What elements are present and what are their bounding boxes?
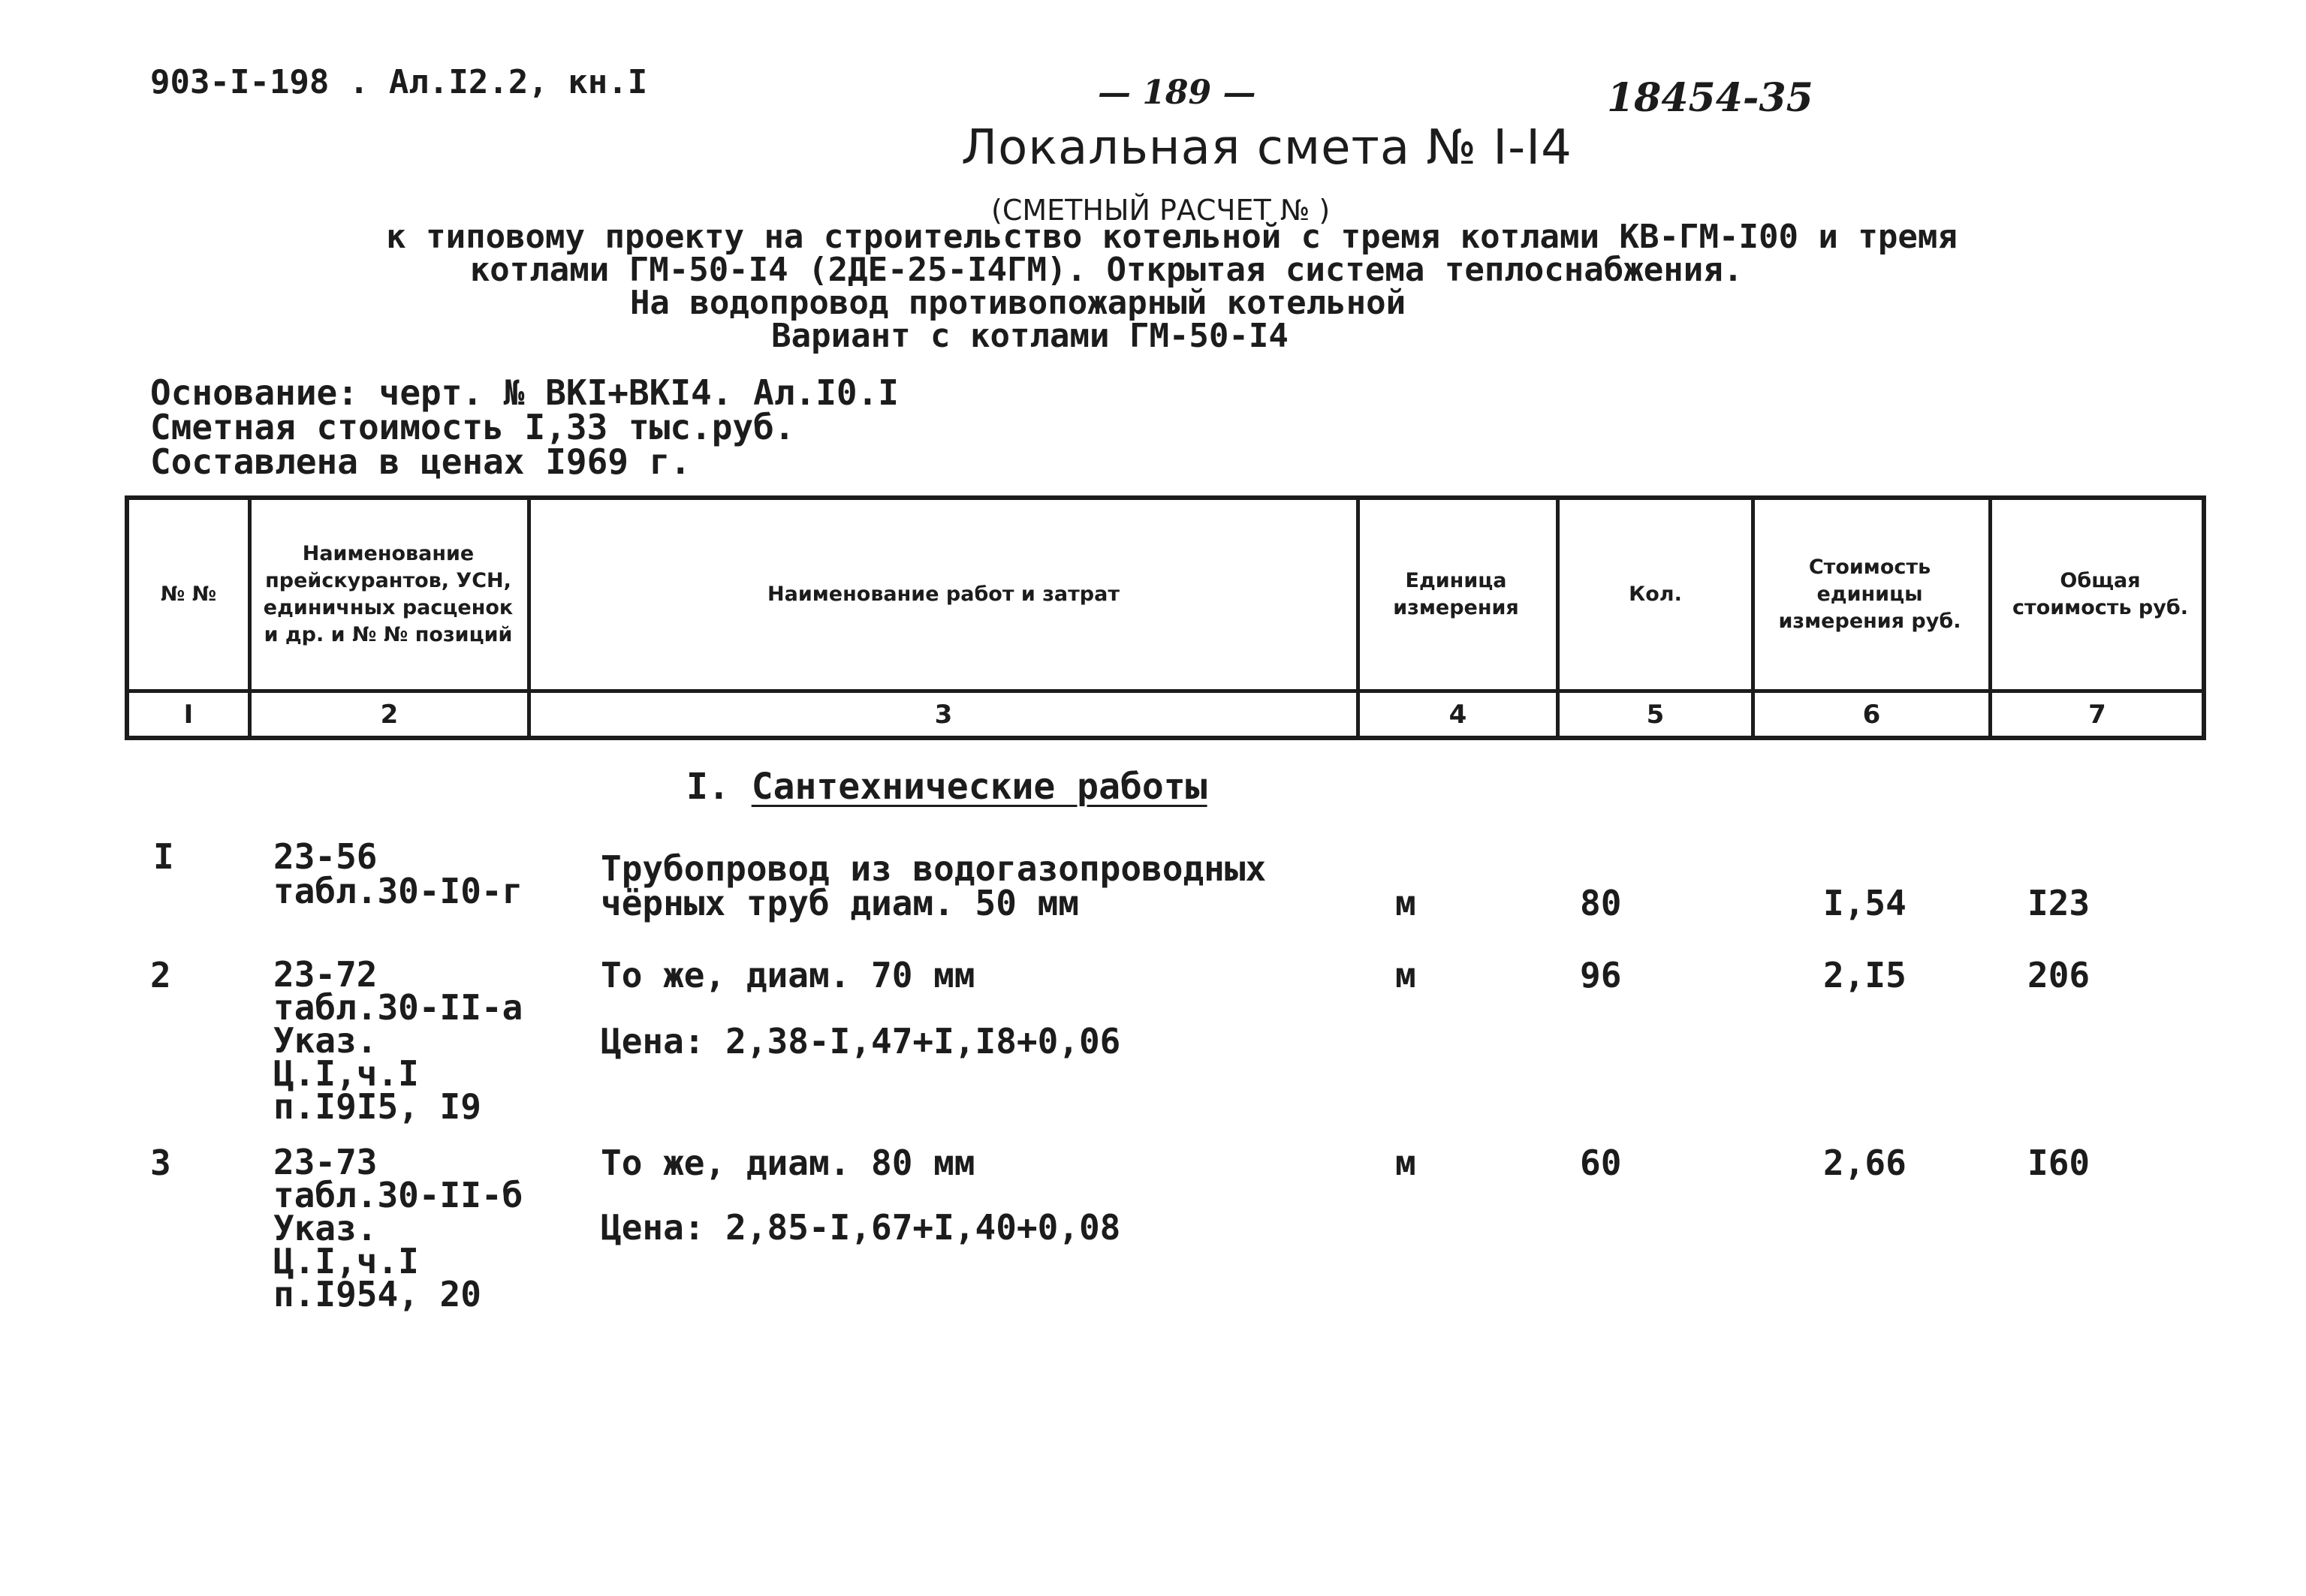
subtitle-line-2: котлами ГМ-50-I4 (2ДЕ-25-I4ГМ). Открытая система теплоснабжения. <box>469 251 1744 289</box>
subtitle-line-1: к типовому проекту на строительство котельной с тремя котлами КВ-ГМ-I00 и тремя <box>386 218 1958 256</box>
row-number: I <box>153 836 174 877</box>
section-title: Сантехнические работы <box>751 766 1207 808</box>
total-cost: I60 <box>2027 1143 2090 1183</box>
unit-cost: 2,I5 <box>1823 955 1907 995</box>
total-cost: I23 <box>2027 883 2090 923</box>
document-code: 903-I-198 . Ал.I2.2, кн.I <box>150 63 648 101</box>
unit-of-measure: м <box>1395 883 1416 923</box>
reference-line: табл.30-I0-г <box>273 871 523 911</box>
basis-line: Основание: черт. № ВКI+ВКI4. Ал.I0.I <box>150 372 899 413</box>
row-reference <box>273 1142 523 1314</box>
row-reference <box>273 836 523 911</box>
estimated-cost-line: Сметная стоимость I,33 тыс.руб. <box>150 407 795 447</box>
handwritten-stamp: 18454-35 <box>1607 75 1813 121</box>
column-number: 5 <box>1646 700 1665 730</box>
column-header-work-name: Наименование работ и затрат <box>767 583 1120 606</box>
work-description: То же, диам. 80 мм <box>601 1143 975 1183</box>
work-description-line: Трубопровод из водогазопроводных <box>601 848 1267 889</box>
reference-line: 23-73 <box>273 1142 378 1182</box>
column-number: 7 <box>2088 700 2106 730</box>
unit-of-measure: м <box>1395 1143 1416 1183</box>
column-number: 2 <box>380 700 399 730</box>
row-reference <box>273 954 523 1127</box>
reference-line: табл.30-II-а <box>273 987 523 1028</box>
column-number: 3 <box>934 700 953 730</box>
price-note: Цена: 2,38-I,47+I,I8+0,06 <box>601 1021 1121 1061</box>
reference-line: Ц.I,ч.I <box>273 1053 419 1094</box>
column-number: 6 <box>1862 700 1881 730</box>
column-header-unit: Единица измерения <box>1393 569 1519 619</box>
work-description-line: чёрных труб диам. 50 мм <box>601 883 1079 923</box>
reference-line: 23-72 <box>273 954 378 995</box>
work-description <box>601 848 1267 923</box>
reference-line: табл.30-II-б <box>273 1175 523 1215</box>
subtitle-line-4: Вариант с котлами ГМ-50-I4 <box>771 317 1289 355</box>
section-heading <box>686 766 1207 808</box>
page-number: — 189 — <box>1098 74 1256 112</box>
unit-cost: 2,66 <box>1823 1143 1907 1183</box>
reference-line: п.I954, 20 <box>273 1274 481 1314</box>
quantity: 96 <box>1580 955 1622 995</box>
row-number: 3 <box>150 1143 171 1183</box>
column-header-unit-cost: Стоимость единицы измерения руб. <box>1778 556 1961 633</box>
price-note: Цена: 2,85-I,67+I,40+0,08 <box>601 1207 1121 1248</box>
column-number: I <box>183 700 194 730</box>
reference-line: 23-56 <box>273 836 378 877</box>
column-number: 4 <box>1448 700 1467 730</box>
document-title: Локальная смета № I-I4 <box>961 120 1572 176</box>
unit-of-measure: м <box>1395 955 1416 995</box>
subtitle-line-3: На водопровод противопожарный котельной <box>629 284 1406 322</box>
estimate-table-header <box>125 495 2206 740</box>
work-description: То же, диам. 70 мм <box>601 955 975 995</box>
column-header-number: № № <box>160 583 217 606</box>
reference-line: Ц.I,ч.I <box>273 1241 419 1281</box>
reference-line: Указ. <box>273 1208 378 1248</box>
total-cost: 206 <box>2027 955 2090 995</box>
section-number: I. <box>686 766 730 808</box>
price-year-line: Составлена в ценах I969 г. <box>150 441 692 482</box>
quantity: 60 <box>1580 1143 1622 1183</box>
reference-line: Указ. <box>273 1020 378 1061</box>
quantity: 80 <box>1580 883 1622 923</box>
unit-cost: I,54 <box>1823 883 1907 923</box>
reference-line: п.I9I5, I9 <box>273 1086 481 1127</box>
column-header-reference: Наименование прейскурантов, УСН, единичных расценок и др. и № № позиций <box>263 542 514 646</box>
column-header-quantity: Кол. <box>1629 583 1682 606</box>
row-number: 2 <box>150 955 171 995</box>
calc-subtitle: (СМЕТНЫЙ РАСЧЕТ № ) <box>991 194 1331 227</box>
column-header-total-cost: Общая стоимость руб. <box>2012 569 2188 619</box>
